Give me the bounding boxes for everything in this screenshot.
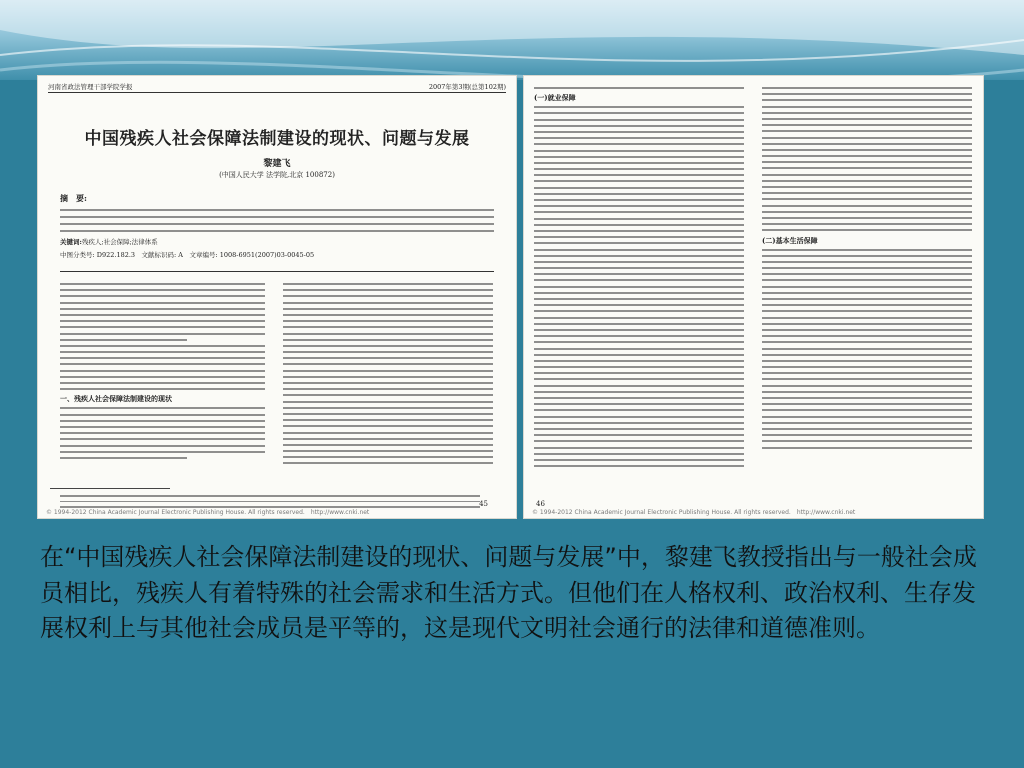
- journal-page-right: [524, 76, 983, 518]
- left-column-2: [283, 280, 493, 469]
- author-affiliation: (中国人民大学 法学院,北京 100872): [219, 171, 335, 179]
- slide-caption: 在“中国残疾人社会保障法制建设的现状、问题与发展”中，黎建飞教授指出与一般社会成员相比，残疾人有着特殊的社会需求和生活方式。但他们在人格权利、政治权利、生存发展权利上与其他社会成员是平等的，这是现代文明社会通行的法律和道德准则。: [40, 543, 977, 642]
- journal-page-left: [38, 76, 516, 518]
- classification-line: 中图分类号: D922.182.3 文献标识码: A 文章编号: 1008-6951(2007)03-0045-05: [60, 251, 315, 259]
- keywords-line: 关键词:残疾人;社会保障;法律体系: [60, 238, 158, 246]
- abstract-block: [60, 186, 494, 259]
- page-number-right: 46: [536, 500, 545, 508]
- section-heading: 一、残疾人社会保障法制建设的现状: [60, 394, 172, 404]
- right-column-2: [762, 84, 972, 453]
- journal-name: 河南省政法管理干部学院学报: [48, 83, 133, 91]
- issue-info: 2007年第3期(总第102期): [428, 83, 506, 91]
- section-heading-living: (二)基本生活保障: [762, 235, 818, 245]
- right-column-1: [534, 84, 744, 471]
- author-name: 黎建飞: [263, 159, 291, 169]
- abstract-label: 摘 要:: [60, 193, 87, 203]
- left-column-1: [60, 280, 265, 463]
- article-title: 中国残疾人社会保障法制建设的现状、问题与发展: [84, 129, 470, 149]
- section-heading-employment: (一)就业保障: [534, 93, 576, 103]
- copyright-line: © 1994-2012 China Academic Journal Electronic Publishing House. All rights reserved. http://www.cnki.net: [46, 509, 370, 516]
- copyright-line-right: © 1994-2012 China Academic Journal Electronic Publishing House. All rights reserved. http://www.cnki.net: [532, 509, 856, 516]
- page-number: 45: [479, 500, 488, 508]
- running-header: [48, 82, 506, 93]
